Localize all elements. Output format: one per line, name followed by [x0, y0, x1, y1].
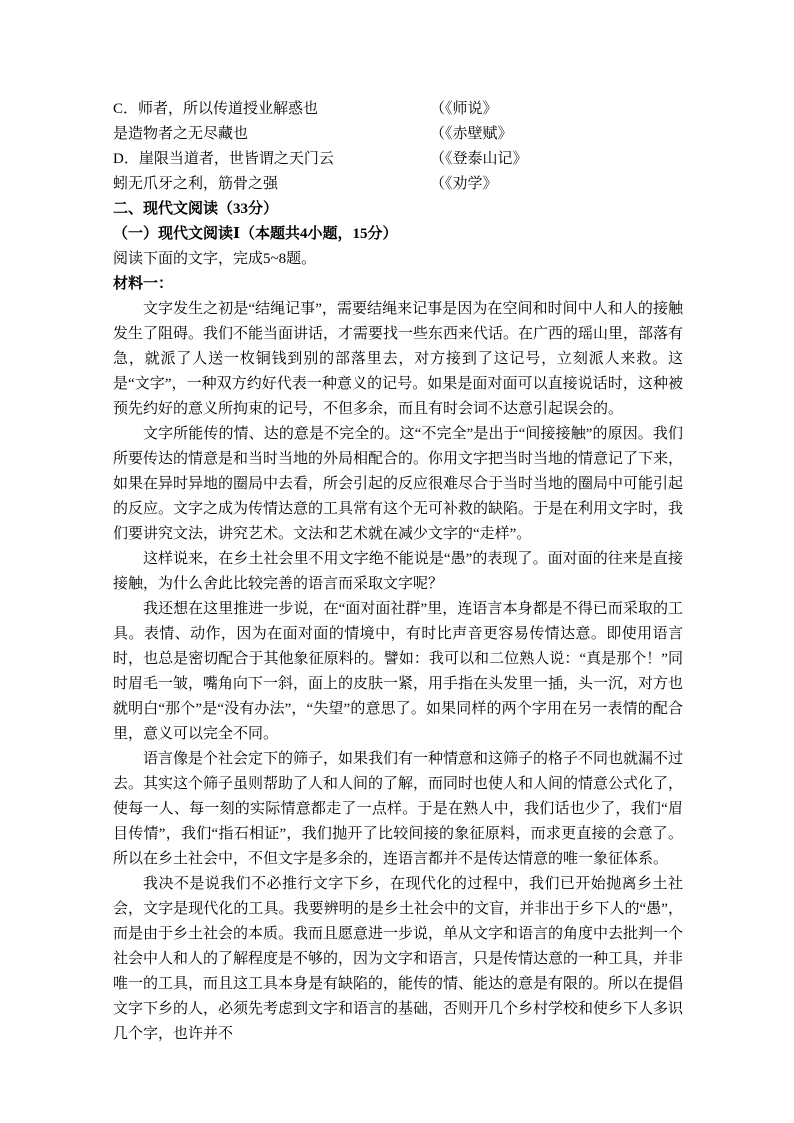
quote-source: （《师说》 [430, 101, 498, 117]
quote-text: 是造物者之无尽藏也 [113, 126, 249, 142]
quote-row [113, 172, 683, 197]
material-label: 材料一： [113, 276, 174, 292]
subsection-heading: （一）现代文阅读Ⅰ（本题共4小题，15分） [113, 226, 398, 242]
quote-text: 蚓无爪牙之利，筋骨之强 [113, 176, 279, 192]
body-paragraph-5: 语言像是个社会定下的筛子，如果我们有一种情意和这筛子的格子不同也就漏不过去。其实这个筛子虽则帮助了人和人间的了解，而同时也使人和人间的情意公式化了，使每一人、每一刻的实际情意都走了一点样。于是在熟人中，我们话也少了，我们“眉目传情”，我们“指石相证”，我们抛开了比较间接的象征原料，而求更直接的会意了。所以在乡土社会中，不但文字是多余的，连语言都并不是传达情意的唯一象征体系。 [113, 751, 684, 867]
quote-source: （《登泰山记》 [430, 151, 528, 167]
quote-source: （《赤壁赋》 [430, 126, 513, 142]
quote-option-list [113, 97, 683, 197]
body-paragraph-6: 我决不是说我们不必推行文字下乡，在现代化的过程中，我们已开始抛离乡土社会，文字是现代化的工具。我要辨明的是乡土社会中的文盲，并非出于乡下人的“愚”，而是由于乡土社会的本质。我而且愿意进一步说，单从文字和语言的角度中去批判一个社会中人和人的了解程度是不够的，因为文字和语言，只是传情达意的一种工具，并非唯一的工具，而且这工具本身是有缺陷的，能传的情、能达的意是有限的。所以在提倡文字下乡的人，必须先考虑到文字和语言的基础，否则开几个乡村学校和使乡下人多识几个字，也许并不 [113, 876, 684, 1042]
body-paragraph-1: 文字发生之初是“结绳记事”，需要结绳来记事是因为在空间和时间中人和人的接触发生了阻碍。我们不能当面讲话，才需要找一些东西来代话。在广西的瑶山里，部落有急，就派了人送一枚铜钱到别的部落里去，对方接到了这记号，立刻派人来救。这是“文字”，一种双方约好代表一种意义的记号。如果是面对面可以直接说话时，这种被预先约好的意义所拘束的记号，不但多余，而且有时会词不达意引起误会的。 [113, 301, 684, 417]
body-paragraph-2: 文字所能传的情、达的意是不完全的。这“不完全”是出于“间接接触”的原因。我们所要传达的情意是和当时当地的外局相配合的。你用文字把当时当地的情意记了下来，如果在异时异地的圈局中去看，所会引起的反应很难尽合于当时当地的圈局中可能引起的反应。文字之成为传情达意的工具常有这个无可补救的缺陷。于是在利用文字时，我们要讲究文法，讲究艺术。文法和艺术就在减少文字的“走样”。 [113, 426, 684, 542]
quote-text: D．崖限当道者，世皆谓之天门云 [113, 151, 334, 167]
quote-text: C．师者，所以传道授业解惑也 [113, 101, 319, 117]
instruction-line: 阅读下面的文字，完成5~8题。 [113, 251, 317, 267]
section-heading: 二、现代文阅读（33分） [113, 201, 279, 217]
body-paragraph-4: 我还想在这里推进一步说，在“面对面社群”里，连语言本身都是不得已而采取的工具。表情、动作，因为在面对面的情境中，有时比声音更容易传情达意。即使用语言时，也总是密切配合于其他象征原料的。譬如：我可以和二位熟人说：“真是那个！”同时眉毛一皱，嘴角向下一斜，面上的皮肤一紧，用手指在头发里一插，头一沉，对方也就明白“那个”是“没有办法”，“失望”的意思了。如果同样的两个字用在另一表情的配合里，意义可以完全不同。 [113, 601, 684, 742]
body-paragraph-3: 这样说来，在乡土社会里不用文字绝不能说是“愚”的表现了。面对面的往来是直接接触，为什么舍此比较完善的语言而采取文字呢？ [113, 551, 683, 592]
quote-row [113, 147, 683, 172]
quote-source: （《劝学》 [430, 176, 498, 192]
quote-row [113, 97, 683, 122]
quote-row [113, 122, 683, 147]
